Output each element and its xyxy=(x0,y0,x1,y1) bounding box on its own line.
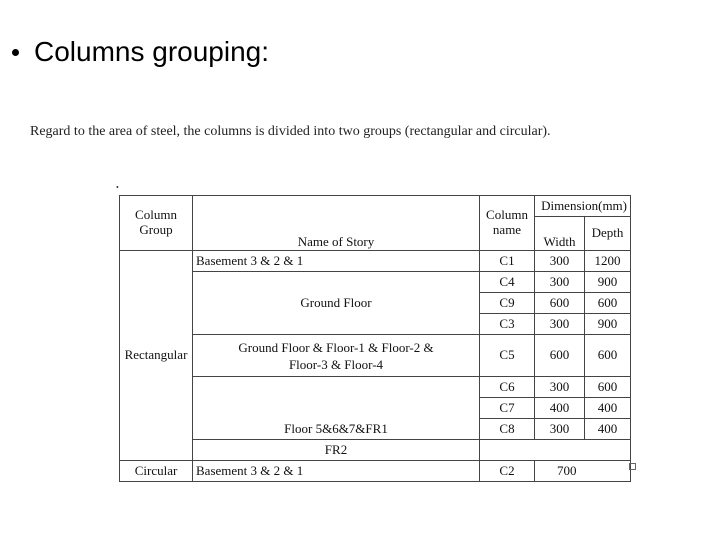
header-column-group: Column Group xyxy=(120,196,193,251)
resize-handle-icon xyxy=(629,463,636,470)
story-cell: FR2 xyxy=(193,440,480,461)
story-cell xyxy=(193,335,480,377)
column-cell: C1 xyxy=(480,251,535,272)
width-cell: 300 xyxy=(535,419,585,440)
depth-cell: 600 xyxy=(585,293,631,314)
story-cell: Ground Floor xyxy=(193,272,480,335)
intro-paragraph: Regard to the area of steel, the columns is divided into two groups (rectangular and circular). xyxy=(30,124,551,139)
column-cell: C3 xyxy=(480,314,535,335)
column-cell: C5 xyxy=(480,335,535,377)
story-cell: Basement 3 & 2 & 1 xyxy=(193,251,480,272)
header-column-name: Column name xyxy=(480,196,535,251)
depth-cell: 400 xyxy=(585,419,631,440)
width-cell: 300 xyxy=(535,272,585,293)
width-cell: 300 xyxy=(535,314,585,335)
diameter-cell: 700 xyxy=(535,461,631,482)
header-depth: Depth xyxy=(585,217,631,251)
column-cell: C4 xyxy=(480,272,535,293)
depth-cell: 900 xyxy=(585,272,631,293)
columns-grouping-table xyxy=(119,195,631,482)
group-circular: Circular xyxy=(120,461,193,482)
column-cell: C8 xyxy=(480,419,535,440)
tick-mark: • xyxy=(116,183,119,192)
story-cell: Basement 3 & 2 & 1 xyxy=(193,461,480,482)
width-cell: 300 xyxy=(535,251,585,272)
bullet-icon xyxy=(12,49,19,56)
header-width: Width xyxy=(535,217,585,251)
depth-cell: 1200 xyxy=(585,251,631,272)
width-cell: 400 xyxy=(535,398,585,419)
slide-title xyxy=(12,36,269,68)
story-line: Floor-3 & Floor-4 xyxy=(288,356,384,372)
depth-cell: 900 xyxy=(585,314,631,335)
column-cell: C9 xyxy=(480,293,535,314)
header-dimension: Dimension(mm) xyxy=(535,196,631,217)
depth-cell: 400 xyxy=(585,398,631,419)
width-cell: 600 xyxy=(535,293,585,314)
header-name-of-story: Name of Story xyxy=(193,196,480,251)
column-cell: C6 xyxy=(480,377,535,398)
width-cell: 600 xyxy=(535,335,585,377)
story-cell: Floor 5&6&7&FR1 xyxy=(193,377,480,440)
slide-title-text: Columns grouping: xyxy=(34,36,270,67)
width-cell: 300 xyxy=(535,377,585,398)
story-line: Ground Floor & Floor-1 & Floor-2 & xyxy=(238,339,434,355)
column-cell: C7 xyxy=(480,398,535,419)
column-cell: C2 xyxy=(480,461,535,482)
depth-cell: 600 xyxy=(585,377,631,398)
group-rectangular: Rectangular xyxy=(120,251,193,461)
depth-cell: 600 xyxy=(585,335,631,377)
